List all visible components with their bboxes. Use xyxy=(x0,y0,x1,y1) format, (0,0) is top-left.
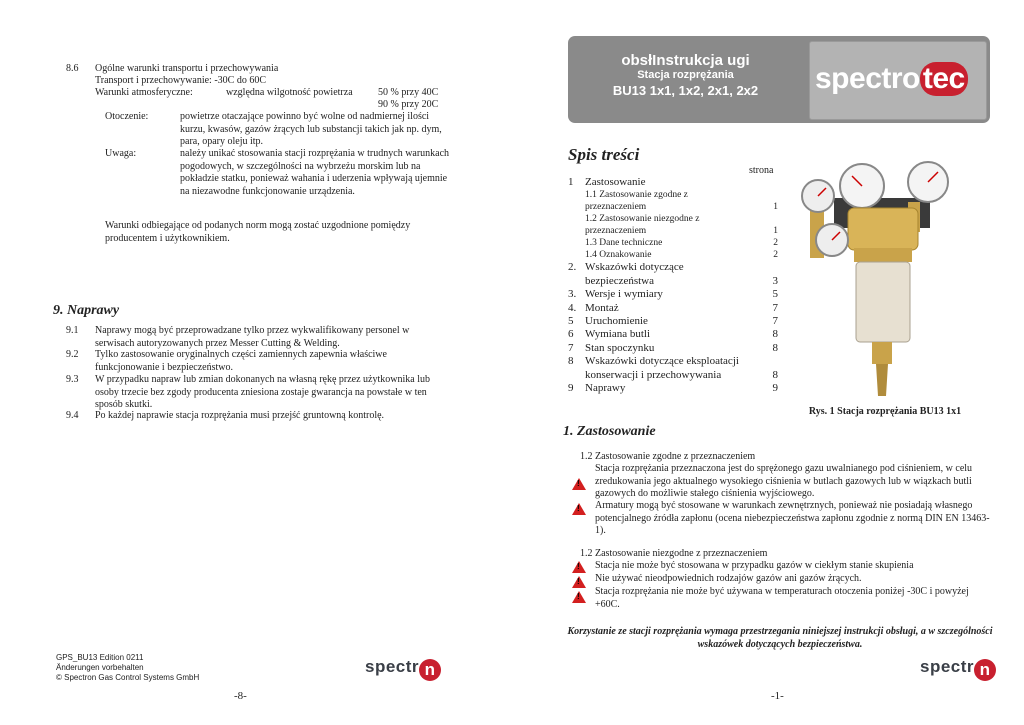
env-label: Otoczenie: xyxy=(105,111,149,122)
toc-number: 3. xyxy=(568,288,577,301)
manual-model: BU13 1x1, 1x2, 2x1, 2x2 xyxy=(612,83,759,98)
right-page-number: -1- xyxy=(771,690,784,702)
atm-desc: względna wilgotność powietrza xyxy=(226,87,353,98)
toc-label[interactable]: przeznaczeniem xyxy=(585,202,647,213)
atm-label: Warunki atmosferyczne: xyxy=(95,87,193,98)
toc-number: 5 xyxy=(568,315,574,327)
toc-number: 4. xyxy=(568,301,577,314)
toc-number: 6 xyxy=(568,328,574,341)
left-page-number: -8- xyxy=(234,690,247,702)
toc-number: 9 xyxy=(568,382,574,394)
section-1-heading: 1. Zastosowanie xyxy=(563,424,656,439)
toc-page-label: strona xyxy=(749,165,774,176)
warning-icon: ! xyxy=(572,591,586,603)
toc-page: 7 xyxy=(772,301,778,314)
outlet-fitting xyxy=(872,342,892,364)
paragraph-outdoor-use: Armatury mogą być stosowane w warunkach zewnętrznych, ponieważ nie posiadają własnego potencjalnego źródła zapłonu (ocena niebezpieczeństwa zapłonu zgodnie z normą DIN EN 13463-1). xyxy=(595,500,990,536)
toc-label[interactable]: przeznaczeniem xyxy=(585,226,647,237)
logo-text-tec: tec xyxy=(920,62,968,96)
figure-caption: Rys. 1 Stacja rozprężania BU13 1x1 xyxy=(808,406,962,417)
warning-icon: ! xyxy=(572,561,586,573)
warning-icon: ! xyxy=(572,503,586,515)
toc-number: 8 xyxy=(568,355,574,368)
safety-note-text: Korzystanie ze stacji rozprężania wymaga przestrzegania niniejszej instrukcji obsługi, a w szczególności wskazówek dotyczących bezpieczeństwa. xyxy=(567,626,993,650)
logo-text: spectr xyxy=(365,657,420,676)
logo-circle: n xyxy=(419,659,441,681)
repair-num-4: 9.4 xyxy=(66,410,79,421)
safety-note xyxy=(565,626,995,651)
toc-page: 1 xyxy=(773,226,778,237)
toc-page: 2 xyxy=(773,250,778,261)
spectron-logo-left xyxy=(365,657,441,681)
toc-page: 1 xyxy=(773,202,778,213)
note-label: Uwaga: xyxy=(105,148,137,159)
repair-text-3: W przypadku napraw lub zmian dokonanych na własną rękę przez użytkownika lub osoby trzecie bez zgody producenta zniesiona zostaje gwarancja na powstałe w ten sposób skutki. xyxy=(95,374,430,410)
subsection-1-1: 1.2 Zastosowanie zgodne z przeznaczeniem xyxy=(580,451,756,462)
toc-label[interactable]: Wersje i wymiary xyxy=(585,288,663,301)
toc-page: 5 xyxy=(772,288,778,301)
toc-label[interactable]: 1.1 Zastosowanie zgodne z xyxy=(585,190,688,201)
toc-label[interactable]: Zastosowanie xyxy=(585,176,646,188)
paragraph-no-corrosive: Nie używać nieodpowiednich rodzajów gazów ani gazów żrących. xyxy=(595,573,862,584)
logo-circle: n xyxy=(974,659,996,681)
toc-label[interactable]: 1.4 Oznakowanie xyxy=(585,250,652,261)
toc-page: 2 xyxy=(773,238,778,249)
repair-num-2: 9.2 xyxy=(66,349,79,360)
toc-label[interactable]: Naprawy xyxy=(585,382,626,394)
atm-value-2: 90 % przy 20C xyxy=(378,99,439,110)
toc-number: 2. xyxy=(568,261,577,274)
regulator-body xyxy=(848,208,918,250)
toc-page: 8 xyxy=(772,328,778,341)
toc-label[interactable]: bezpieczeństwa xyxy=(585,274,655,287)
repair-num-3: 9.3 xyxy=(66,374,79,385)
logo-text-spectro: spectro xyxy=(815,62,920,95)
manual-subtitle: Stacja rozprężania xyxy=(637,69,734,81)
toc-number: 7 xyxy=(568,341,574,354)
toc-page: 8 xyxy=(772,368,778,381)
toc-label[interactable]: konserwacji i przechowywania xyxy=(585,368,722,381)
warning-icon: ! xyxy=(572,478,586,490)
toc-label[interactable]: Wskazówki dotyczące eksploatacji xyxy=(585,355,739,368)
table-of-contents xyxy=(568,176,776,401)
toc-label[interactable]: Wskazówki dotyczące xyxy=(585,261,684,274)
header-titles xyxy=(578,52,793,99)
footer-edition: GPS_BU13 Edition 0211 xyxy=(56,653,144,662)
toc-page: 8 xyxy=(772,341,778,354)
repair-text-2: Tylko zastosowanie oryginalnych części zamiennych zapewnia właściwe funkcjonowanie i bezpieczeństwo. xyxy=(95,349,387,373)
toc-label[interactable]: 1.2 Zastosowanie niezgodne z xyxy=(585,214,700,225)
manual-title: obsłInstrukcja ugi xyxy=(621,52,750,69)
logo-text: spectr xyxy=(920,657,975,676)
paragraph-intended-use: Stacja rozprężania przeznaczona jest do sprężonego gazu uwalnianego pod ciśnieniem, w celu zredukowania jego aktualnego wysokiego ciśnienia w butlach gazowych lub w wiązkach butli gazowych do możliwie stałego ciśnienia wyjściowego. xyxy=(595,463,973,499)
section-title: Ogólne warunki transportu i przechowywania xyxy=(95,63,279,74)
repair-text-1: Naprawy mogą być przeprowadzane tylko przez wykwalifikowany personel w serwisach autoryzowanych przez Messer Cutting & Welding. xyxy=(95,325,410,349)
toc-page: 3 xyxy=(772,274,778,287)
paragraph-temperature: Stacja rozprężania nie może być używana w temperaturach otoczenia poniżej -30C i powyżej +60C. xyxy=(595,586,969,610)
filter-housing xyxy=(856,262,910,342)
note-text: należy unikać stosowania stacji rozprężania w trudnych warunkach pogodowych, w szczególności na wybrzeżu morskim lub na pokładzie statku, ponieważ wahania i uderzenia wpływają ujemnie na niezawodne funkcjonowanie urządzenia. xyxy=(180,148,450,197)
toc-label[interactable]: Wymiana butli xyxy=(585,328,651,341)
left-footer-info xyxy=(56,653,199,683)
transport-line: Transport i przechowywanie: -30C do 60C xyxy=(95,75,266,86)
toc-label[interactable]: Montaż xyxy=(585,301,619,314)
toc-page: 7 xyxy=(772,315,778,327)
footer-copyright: © Spectron Gas Control Systems GmbH xyxy=(56,673,200,682)
regulator-figure xyxy=(798,158,966,398)
toc-number: 1 xyxy=(568,176,574,188)
repair-num-1: 9.1 xyxy=(66,325,79,336)
env-text: powietrze otaczające powinno być wolne od nadmiernej ilości kurzu, kwasów, gazów żrących lub substancji takich jak np. dym, para, opary oleju itp. xyxy=(180,111,442,147)
repair-text-4: Po każdej naprawie stacja rozprężania musi przejść gruntowną kontrolę. xyxy=(95,410,385,421)
toc-label[interactable]: Stan spoczynku xyxy=(585,341,655,354)
toc-label[interactable]: 1.3 Dane techniczne xyxy=(585,238,663,249)
warning-icon: ! xyxy=(572,576,586,588)
footer-changes: Änderungen vorbehalten xyxy=(56,663,144,672)
paragraph-no-liquid: Stacja nie może być stosowana w przypadku gazów w ciekłym stanie skupienia xyxy=(595,560,914,571)
toc-page: 9 xyxy=(772,382,778,394)
atm-value-1: 50 % przy 40C xyxy=(378,87,439,98)
spectrotec-logo xyxy=(815,62,968,96)
section-number: 8.6 xyxy=(66,63,79,74)
deviating-text: Warunki odbiegające od podanych norm mogą zostać uzgodnione pomiędzy producentem i użytkownikiem. xyxy=(105,220,411,244)
subsection-1-2: 1.2 Zastosowanie niezgodne z przeznaczeniem xyxy=(580,548,768,559)
spectrotec-logo-box xyxy=(809,41,987,120)
spectron-logo-right xyxy=(920,657,996,681)
repairs-heading: 9. Naprawy xyxy=(53,303,120,318)
toc-title: Spis treści xyxy=(568,145,640,164)
toc-label[interactable]: Uruchomienie xyxy=(585,315,648,327)
